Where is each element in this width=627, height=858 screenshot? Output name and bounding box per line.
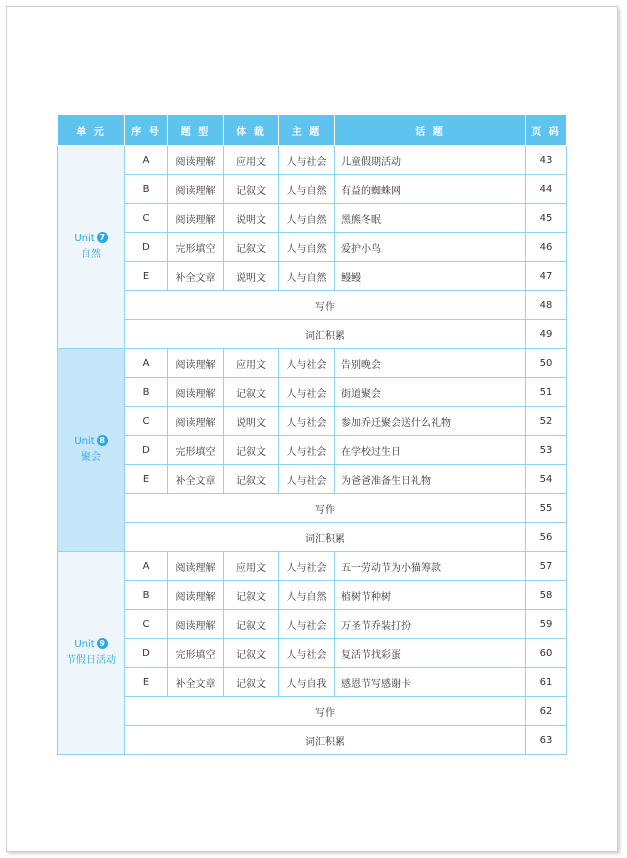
theme-cell: 人与自然 bbox=[279, 204, 335, 233]
genre-cell: 记叙文 bbox=[224, 465, 279, 494]
genre-cell: 说明文 bbox=[224, 262, 279, 291]
genre-cell: 应用文 bbox=[224, 552, 279, 581]
type-cell: 补全文章 bbox=[168, 262, 224, 291]
genre-cell: 记叙文 bbox=[224, 175, 279, 204]
topic-cell: 参加乔迁聚会送什么礼物 bbox=[335, 407, 526, 436]
genre-cell: 记叙文 bbox=[224, 378, 279, 407]
page-cell: 46 bbox=[526, 233, 567, 262]
type-cell: 阅读理解 bbox=[168, 610, 224, 639]
seq-cell: D bbox=[125, 233, 168, 262]
page-cell: 44 bbox=[526, 175, 567, 204]
page-cell: 48 bbox=[526, 291, 567, 320]
seq-cell: D bbox=[125, 436, 168, 465]
theme-cell: 人与社会 bbox=[279, 407, 335, 436]
vocab-cell: 词汇积累 bbox=[125, 320, 526, 349]
theme-cell: 人与社会 bbox=[279, 610, 335, 639]
writing-row bbox=[58, 697, 567, 726]
vocab-cell: 词汇积累 bbox=[125, 726, 526, 755]
page-cell: 49 bbox=[526, 320, 567, 349]
vocab-row bbox=[58, 726, 567, 755]
topic-cell: 在学校过生日 bbox=[335, 436, 526, 465]
header-row bbox=[58, 115, 567, 146]
theme-cell: 人与社会 bbox=[279, 465, 335, 494]
page-cell: 55 bbox=[526, 494, 567, 523]
table-row bbox=[58, 581, 567, 610]
page-cell: 52 bbox=[526, 407, 567, 436]
table-row bbox=[58, 233, 567, 262]
seq-cell: E bbox=[125, 262, 168, 291]
seq-cell: D bbox=[125, 639, 168, 668]
type-cell: 阅读理解 bbox=[168, 407, 224, 436]
genre-cell: 应用文 bbox=[224, 349, 279, 378]
topic-cell: 爱护小鸟 bbox=[335, 233, 526, 262]
header-genre: 体 裁 bbox=[224, 115, 279, 146]
unit-number-badge: 8 bbox=[97, 435, 108, 446]
page-cell: 53 bbox=[526, 436, 567, 465]
page-cell: 58 bbox=[526, 581, 567, 610]
unit-word: Unit bbox=[74, 639, 95, 650]
page-cell: 59 bbox=[526, 610, 567, 639]
topic-cell: 感恩节写感谢卡 bbox=[335, 668, 526, 697]
seq-cell: B bbox=[125, 378, 168, 407]
table-row bbox=[58, 204, 567, 233]
topic-cell: 有益的蜘蛛网 bbox=[335, 175, 526, 204]
topic-cell: 五一劳动节为小猫筹款 bbox=[335, 552, 526, 581]
vocab-row bbox=[58, 320, 567, 349]
seq-cell: B bbox=[125, 581, 168, 610]
type-cell: 阅读理解 bbox=[168, 378, 224, 407]
theme-cell: 人与社会 bbox=[279, 436, 335, 465]
topic-cell: 复活节找彩蛋 bbox=[335, 639, 526, 668]
genre-cell: 记叙文 bbox=[224, 610, 279, 639]
table-row bbox=[58, 552, 567, 581]
type-cell: 阅读理解 bbox=[168, 552, 224, 581]
page-cell: 50 bbox=[526, 349, 567, 378]
header-topic: 话 题 bbox=[335, 115, 526, 146]
genre-cell: 记叙文 bbox=[224, 233, 279, 262]
page-cell: 56 bbox=[526, 523, 567, 552]
writing-row bbox=[58, 494, 567, 523]
type-cell: 阅读理解 bbox=[168, 146, 224, 175]
table-row bbox=[58, 175, 567, 204]
table-row bbox=[58, 146, 567, 175]
type-cell: 完形填空 bbox=[168, 233, 224, 262]
topic-cell: 为爸爸准备生日礼物 bbox=[335, 465, 526, 494]
topic-cell: 告别晚会 bbox=[335, 349, 526, 378]
topic-cell: 万圣节乔装打扮 bbox=[335, 610, 526, 639]
header-theme: 主 题 bbox=[279, 115, 335, 146]
header-page: 页 码 bbox=[526, 115, 567, 146]
seq-cell: E bbox=[125, 465, 168, 494]
type-cell: 补全文章 bbox=[168, 668, 224, 697]
theme-cell: 人与社会 bbox=[279, 639, 335, 668]
genre-cell: 记叙文 bbox=[224, 639, 279, 668]
unit-number-badge: 7 bbox=[97, 232, 108, 243]
page-cell: 57 bbox=[526, 552, 567, 581]
page-cell: 45 bbox=[526, 204, 567, 233]
theme-cell: 人与社会 bbox=[279, 378, 335, 407]
page-cell: 62 bbox=[526, 697, 567, 726]
table-row bbox=[58, 668, 567, 697]
unit-cell bbox=[58, 146, 125, 349]
writing-cell: 写作 bbox=[125, 494, 526, 523]
seq-cell: C bbox=[125, 407, 168, 436]
theme-cell: 人与社会 bbox=[279, 349, 335, 378]
theme-cell: 人与自然 bbox=[279, 262, 335, 291]
table-row bbox=[58, 349, 567, 378]
theme-cell: 人与社会 bbox=[279, 552, 335, 581]
genre-cell: 记叙文 bbox=[224, 668, 279, 697]
genre-cell: 记叙文 bbox=[224, 436, 279, 465]
seq-cell: B bbox=[125, 175, 168, 204]
genre-cell: 记叙文 bbox=[224, 581, 279, 610]
theme-cell: 人与社会 bbox=[279, 146, 335, 175]
type-cell: 阅读理解 bbox=[168, 175, 224, 204]
seq-cell: C bbox=[125, 204, 168, 233]
theme-cell: 人与自然 bbox=[279, 175, 335, 204]
theme-cell: 人与自然 bbox=[279, 233, 335, 262]
topic-cell: 植树节种树 bbox=[335, 581, 526, 610]
page-cell: 63 bbox=[526, 726, 567, 755]
table-row bbox=[58, 639, 567, 668]
page-cell: 54 bbox=[526, 465, 567, 494]
genre-cell: 说明文 bbox=[224, 407, 279, 436]
seq-cell: A bbox=[125, 349, 168, 378]
seq-cell: A bbox=[125, 146, 168, 175]
writing-cell: 写作 bbox=[125, 291, 526, 320]
header-type: 题 型 bbox=[168, 115, 224, 146]
topic-cell: 街道聚会 bbox=[335, 378, 526, 407]
table-row bbox=[58, 262, 567, 291]
table-row bbox=[58, 407, 567, 436]
genre-cell: 应用文 bbox=[224, 146, 279, 175]
type-cell: 完形填空 bbox=[168, 639, 224, 668]
table-row bbox=[58, 378, 567, 407]
page-cell: 43 bbox=[526, 146, 567, 175]
header-seq: 序 号 bbox=[125, 115, 168, 146]
header-unit: 单 元 bbox=[58, 115, 125, 146]
unit-cell bbox=[58, 349, 125, 552]
theme-cell: 人与自我 bbox=[279, 668, 335, 697]
theme-cell: 人与自然 bbox=[279, 581, 335, 610]
vocab-cell: 词汇积累 bbox=[125, 523, 526, 552]
unit-cell bbox=[58, 552, 125, 755]
type-cell: 阅读理解 bbox=[168, 349, 224, 378]
topic-cell: 鳗鳗 bbox=[335, 262, 526, 291]
seq-cell: E bbox=[125, 668, 168, 697]
page-cell: 60 bbox=[526, 639, 567, 668]
unit-number-badge: 9 bbox=[97, 638, 108, 649]
unit-name: 聚会 bbox=[81, 452, 101, 463]
unit-name: 节假日活动 bbox=[66, 655, 116, 666]
type-cell: 阅读理解 bbox=[168, 581, 224, 610]
type-cell: 补全文章 bbox=[168, 465, 224, 494]
table-row bbox=[58, 610, 567, 639]
seq-cell: C bbox=[125, 610, 168, 639]
contents-table bbox=[57, 114, 567, 755]
type-cell: 阅读理解 bbox=[168, 204, 224, 233]
unit-word: Unit bbox=[74, 233, 95, 244]
genre-cell: 说明文 bbox=[224, 204, 279, 233]
vocab-row bbox=[58, 523, 567, 552]
writing-cell: 写作 bbox=[125, 697, 526, 726]
type-cell: 完形填空 bbox=[168, 436, 224, 465]
writing-row bbox=[58, 291, 567, 320]
page-cell: 61 bbox=[526, 668, 567, 697]
seq-cell: A bbox=[125, 552, 168, 581]
unit-word: Unit bbox=[74, 436, 95, 447]
table-row bbox=[58, 436, 567, 465]
unit-name: 自然 bbox=[81, 249, 101, 260]
table-row bbox=[58, 465, 567, 494]
page-cell: 51 bbox=[526, 378, 567, 407]
topic-cell: 儿童假期活动 bbox=[335, 146, 526, 175]
page-cell: 47 bbox=[526, 262, 567, 291]
topic-cell: 黑熊冬眠 bbox=[335, 204, 526, 233]
